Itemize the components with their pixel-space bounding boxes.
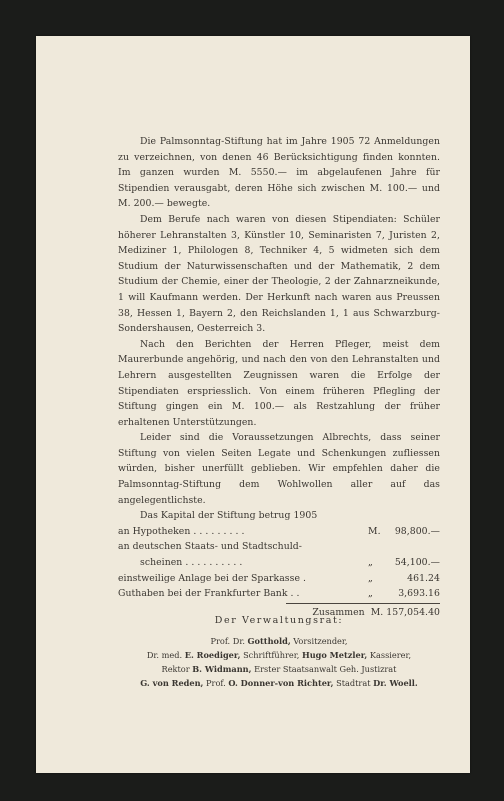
council-heading: Der Verwaltungsrat:: [214, 615, 344, 626]
council-line-3: Rektor B. Widmann, Erster Staatsanwalt Geh. Justizrat: [161, 664, 397, 674]
council-line-1: Prof. Dr. Gotthold, Vorsitzender,: [210, 636, 348, 646]
sum-divider: [286, 603, 440, 604]
paragraph-4: Leider sind die Voraussetzungen Albrechts, dass seiner Stiftung von vielen Seiten Legate und Schenkungen zufliessen würden, bisher unerfüllt geblieben. Wir empfehlen daher die Palmsonntag-Stiftung dem Wohlwollen aller auf das angelegentlichste.: [118, 432, 440, 506]
capital-row: scheinen . . . . . . . . . . „ 54,100.—: [140, 557, 440, 569]
administrative-council: [96, 614, 462, 690]
capital-title: Das Kapital der Stiftung betrug 1905: [140, 510, 318, 522]
document-page: [36, 36, 470, 773]
report-text: [118, 134, 440, 620]
paragraph-1: Die Palmsonntag-Stiftung hat im Jahre 1905 72 Anmeldungen zu verzeichnen, von denen 46 Berücksichtigung finden konnten. Im ganzen wurden M. 5550.— im abgelaufenen Jahre für Stipendien verausgabt, deren Höhe sich zwischen M. 100.— und M. 200.— bewegte.: [118, 136, 440, 210]
capital-total: Zusammen M. 157,054.40: [312, 606, 440, 618]
capital-row: an Hypotheken . . . . . . . . . M. 98,800.—: [118, 525, 440, 537]
paragraph-3: Nach den Berichten der Herren Pfleger, meist dem Maurerbunde angehörig, und nach den von den Lehranstalten und Lehrern ausgestellten Zeugnissen waren die Erfolge der Stipendiaten erspriesslich. Von einem früheren Pflegling der Stiftung gingen ein M. 100.— als Restzahlung der früher erhaltenen Unterstützungen.: [118, 338, 440, 428]
capital-row: einstweilige Anlage bei der Sparkasse . „ 461.24: [118, 572, 440, 584]
capital-row: an deutschen Staats- und Stadtschuld-: [118, 541, 302, 553]
capital-row: Guthaben bei der Frankfurter Bank . . „ 3,693.16: [118, 588, 440, 600]
council-line-4: G. von Reden, Prof. O. Donner-von Richter, Stadtrat Dr. Woell.: [140, 678, 418, 688]
paragraph-2: Dem Berufe nach waren von diesen Stipendiaten: Schüler höherer Lehranstalten 3, Künstler 10, Seminaristen 7, Juristen 2, Mediziner 1, Philologen 8, Techniker 4, 5 widmeten sich dem Studium der Naturwissenschaften und der Mathematik, 2 dem Studium der Chemie, einer der Theologie, 2 der Zahnarzneikunde, 1 will Kaufmann werden. Der Herkunft nach waren aus Preussen 38, Hessen 1, Bayern 2, den Reichslanden 1, 1 aus Schwarzburg-Sondershausen, Oesterreich 3.: [118, 213, 440, 335]
council-line-2: Dr. med. E. Roediger, Schriftführer, Hugo Metzler, Kassierer,: [146, 650, 412, 660]
